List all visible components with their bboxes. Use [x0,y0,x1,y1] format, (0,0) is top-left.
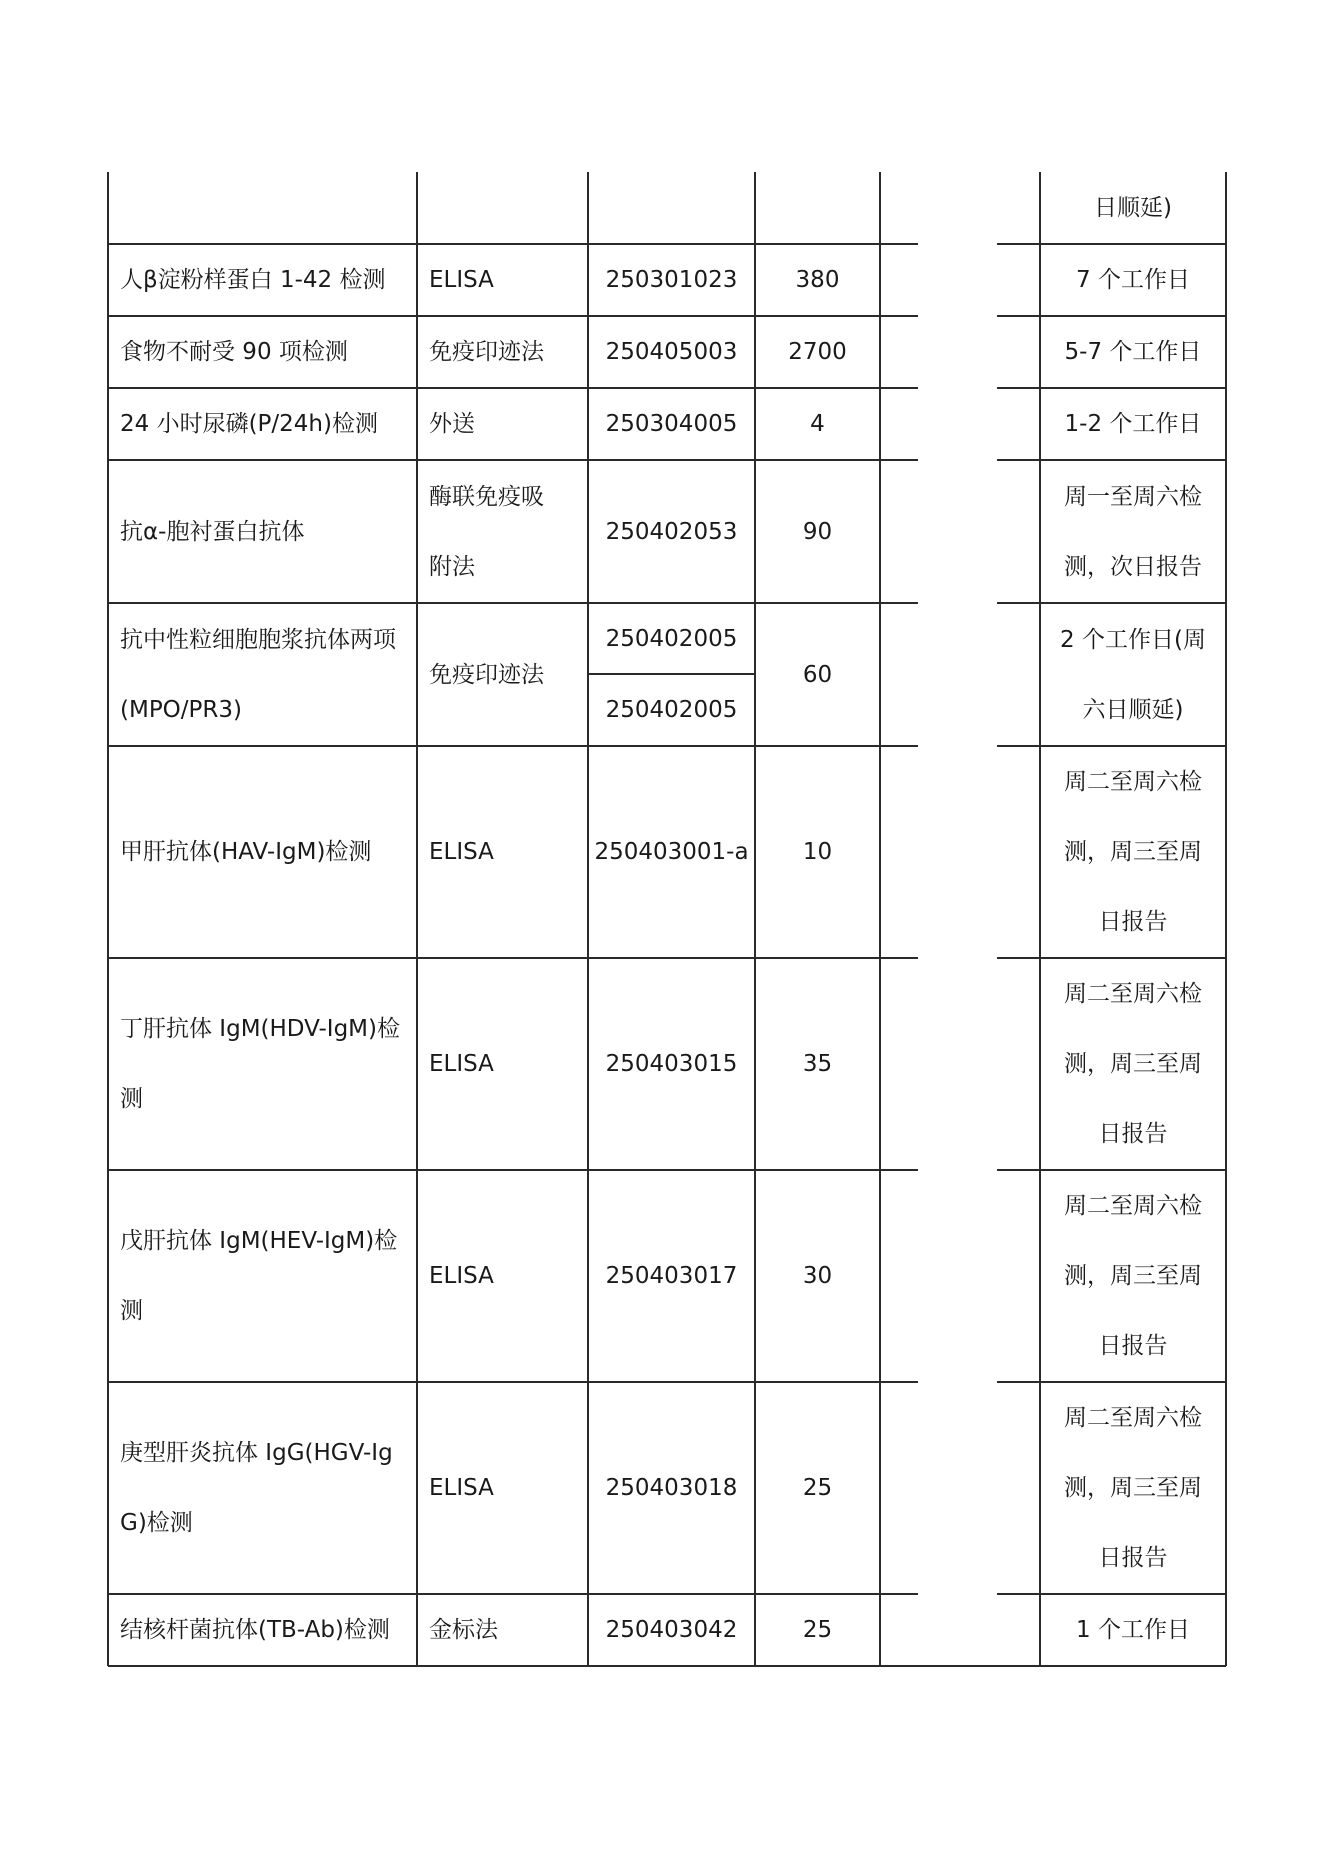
cell-text: 10 [802,839,833,865]
cell-text: 2 个工作日(周六日顺延) [1060,626,1206,723]
cell-text: 250403042 [605,1617,738,1643]
cell-text: 90 [802,518,833,545]
cell-text: 周二至周六检测，周三至周日报告 [1064,1405,1202,1571]
cell-text: 酶联免疫吸附法 [429,483,544,580]
table-cell-turnaround [1040,460,1226,603]
table-cell-price [755,244,880,316]
cell-text: 庚型肝炎抗体 IgG(HGV-IgG)检测 [120,1440,393,1536]
table-cell-code [588,1382,755,1594]
table-cell-turnaround [1040,1170,1226,1382]
cell-text: ELISA [429,1051,494,1077]
cell-text: 35 [802,1051,833,1077]
table-cell-name [108,603,417,746]
cell-text: 抗中性粒细胞胞浆抗体两项(MPO/PR3) [120,626,396,723]
table-cell-price [755,460,880,603]
table-cell-method [417,388,588,460]
cell-text: 周二至周六检测，周三至周日报告 [1064,1193,1202,1359]
table-cell-turnaround [1040,316,1226,388]
cell-text: 周二至周六检测，周三至周日报告 [1064,769,1202,935]
cell-text: 380 [795,267,840,293]
table-cell-code [588,316,755,388]
table-cell-code [588,388,755,460]
table-cell-name [108,1170,417,1382]
cell-text: 250301023 [605,267,738,293]
table-cell-code [588,674,755,746]
table-cell-name [108,746,417,958]
table-cell-method [417,316,588,388]
table-cell-method [417,244,588,316]
cell-text: 戊肝抗体 IgM(HEV-IgM)检测 [120,1228,398,1324]
cell-text: 60 [802,661,833,688]
table-cell-turnaround [1040,1382,1226,1594]
table-cell-code [588,958,755,1170]
cell-text: 金标法 [429,1617,498,1643]
table-cell-method [417,1382,588,1594]
cell-text: 周二至周六检测，周三至周日报告 [1064,981,1202,1147]
cell-text: 免疫印迹法 [429,339,544,365]
cell-text: 25 [802,1617,833,1643]
cell-text: 250402005 [605,697,738,723]
cell-text: 2700 [788,339,847,365]
cell-text: ELISA [429,1475,494,1501]
table-cell-price [755,1382,880,1594]
table-cell-price [755,1170,880,1382]
table-cell-code [588,460,755,603]
table-cell-turnaround [1040,746,1226,958]
table-cell-method [417,1170,588,1382]
table-cell-turnaround [1040,172,1226,244]
table-cell-method [417,603,588,746]
table-cell-price [755,958,880,1170]
cell-text: 25 [802,1475,833,1501]
cell-text: 外送 [429,411,475,437]
table-cell-turnaround [1040,958,1226,1170]
table-cell-turnaround [1040,244,1226,316]
cell-text: 甲肝抗体(HAV-IgM)检测 [120,839,372,865]
cell-text: ELISA [429,267,494,293]
table-cell-turnaround [1040,603,1226,746]
cell-text: 抗α-胞衬蛋白抗体 [120,518,305,545]
cell-text: 250403017 [605,1263,738,1289]
cell-text: 30 [802,1263,833,1289]
table-cell-code [588,244,755,316]
table-cell-price [755,388,880,460]
cell-text: 7 个工作日 [1076,267,1190,293]
table-cell-code [588,603,755,674]
cell-text: 24 小时尿磷(P/24h)检测 [120,411,378,437]
cell-text: 食物不耐受 90 项检测 [120,339,348,365]
table-cell-method [417,746,588,958]
cell-text: 250405003 [605,339,738,365]
cell-text: 250304005 [605,411,738,437]
table-cell-name [108,316,417,388]
table-cell-code [588,1170,755,1382]
table-cell-name [108,958,417,1170]
cell-text: 250403015 [605,1051,738,1077]
cell-text: 结核杆菌抗体(TB-Ab)检测 [120,1617,390,1643]
table-cell-name [108,460,417,603]
table-cell-price [755,316,880,388]
cell-text: 免疫印迹法 [429,661,544,688]
cell-text: 250402053 [605,518,738,545]
cell-text: 1-2 个工作日 [1064,411,1202,437]
table-cell-turnaround [1040,388,1226,460]
cell-text: 丁肝抗体 IgM(HDV-IgM)检测 [120,1016,400,1112]
cell-text: 人β淀粉样蛋白 1-42 检测 [120,267,386,293]
table-cell-method [417,958,588,1170]
cell-text: ELISA [429,839,494,865]
cell-text: 1 个工作日 [1076,1617,1190,1643]
cell-text: 4 [810,411,825,437]
cell-text: ELISA [429,1263,494,1289]
table-cell-price [755,746,880,958]
table-cell-method [417,460,588,603]
table-cell-method [417,1594,588,1666]
cell-text: 周一至周六检测，次日报告 [1064,483,1202,580]
table-cell-name [108,1382,417,1594]
table-cell-price [755,1594,880,1666]
table-cell-name [108,388,417,460]
cell-text: 250402005 [605,625,738,652]
table-cell-turnaround [1040,1594,1226,1666]
cell-text: 日顺延) [1094,195,1172,221]
table-cell-code [588,746,755,958]
cell-text: 250403018 [605,1475,738,1501]
cell-text: 250403001-a [594,839,749,865]
table-cell-code [588,1594,755,1666]
table-cell-name [108,1594,417,1666]
table-cell-name [108,244,417,316]
table-cell-price [755,603,880,746]
cell-text: 5-7 个工作日 [1064,339,1202,365]
